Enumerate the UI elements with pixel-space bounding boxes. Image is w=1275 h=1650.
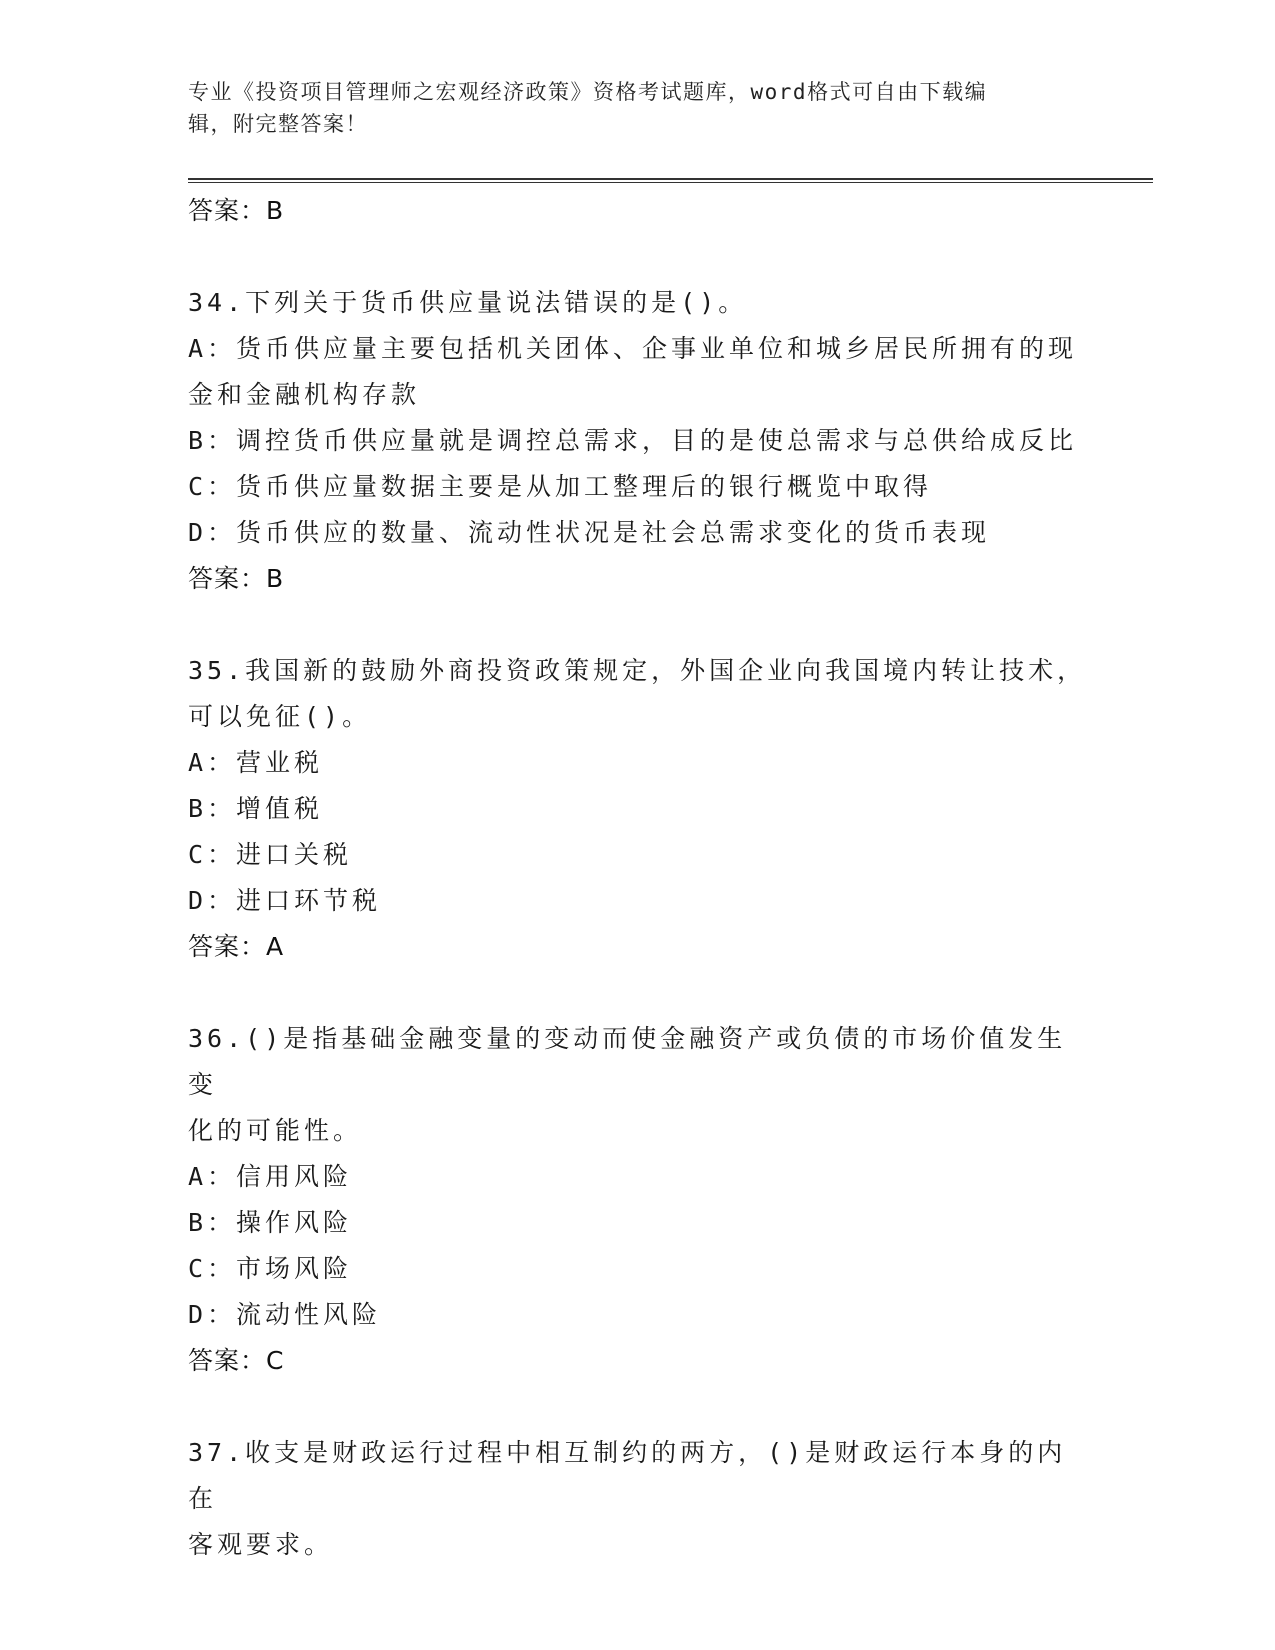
option-b: B：增值税 bbox=[188, 794, 324, 823]
option-c: C：货币供应量数据主要是从加工整理后的银行概览中取得 bbox=[188, 472, 933, 501]
option-c: C：进口关税 bbox=[188, 840, 353, 869]
option-a-continued: 金和金融机构存款 bbox=[188, 380, 421, 409]
header-rule-thick bbox=[188, 178, 1153, 180]
question-37 bbox=[188, 1430, 1088, 1568]
option-a: A：营业税 bbox=[188, 748, 324, 777]
header-line-2: 辑，附完整答案！ bbox=[188, 112, 368, 136]
option-a: A：货币供应量主要包括机关团体、企事业单位和城乡居民所拥有的现 bbox=[188, 334, 1078, 363]
option-d: D：流动性风险 bbox=[188, 1300, 382, 1329]
answer-label: 答案：B bbox=[188, 564, 285, 593]
question-stem: 34.下列关于货币供应量说法错误的是()。 bbox=[188, 288, 748, 317]
option-a: A：信用风险 bbox=[188, 1162, 353, 1191]
question-34 bbox=[188, 280, 1088, 602]
question-stem-continued: 可以免征()。 bbox=[188, 702, 372, 731]
option-c: C：市场风险 bbox=[188, 1254, 353, 1283]
option-d: D：货币供应的数量、流动性状况是社会总需求变化的货币表现 bbox=[188, 518, 991, 547]
answer-label: 答案：C bbox=[188, 1346, 285, 1375]
option-b: B：操作风险 bbox=[188, 1208, 353, 1237]
question-35 bbox=[188, 648, 1088, 970]
option-d: D：进口环节税 bbox=[188, 886, 382, 915]
question-stem-continued: 客观要求。 bbox=[188, 1530, 334, 1559]
question-stem: 35.我国新的鼓励外商投资政策规定，外国企业向我国境内转让技术， bbox=[188, 656, 1087, 685]
answer-label: 答案：A bbox=[188, 932, 285, 961]
question-list bbox=[188, 188, 1088, 1568]
question-36 bbox=[188, 1016, 1088, 1384]
header-line-1: 专业《投资项目管理师之宏观经济政策》资格考试题库，word格式可自由下载编 bbox=[188, 80, 988, 104]
previous-answer: 答案：B bbox=[188, 196, 285, 225]
question-stem: 36.()是指基础金融变量的变动而使金融资产或负债的市场价值发生变 bbox=[188, 1024, 1067, 1099]
header-rule-thin bbox=[188, 182, 1153, 183]
question-stem: 37.收支是财政运行过程中相互制约的两方，()是财政运行本身的内在 bbox=[188, 1438, 1067, 1513]
option-b: B：调控货币供应量就是调控总需求，目的是使总需求与总供给成反比 bbox=[188, 426, 1078, 455]
question-stem-continued: 化的可能性。 bbox=[188, 1116, 363, 1145]
page-header bbox=[188, 76, 1088, 140]
